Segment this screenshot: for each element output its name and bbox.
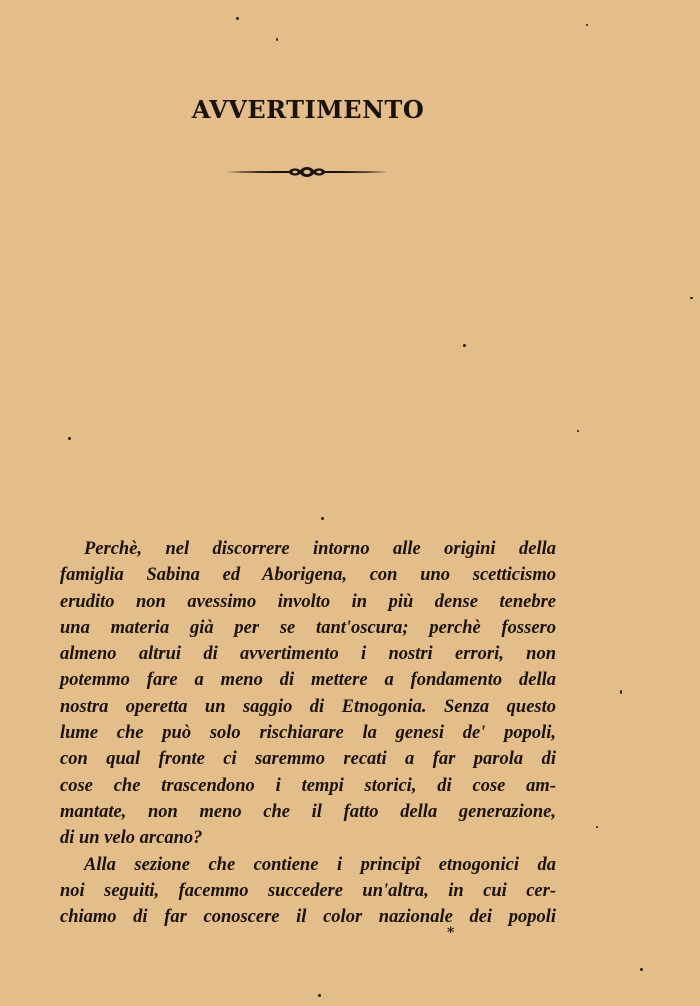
text-line: lume che può solo rischiarare la genesi de' popoli, [60,723,556,744]
paper-speck [276,38,278,41]
text-line: noi seguiti, facemmo succedere un'altra, in cui cer- [60,880,556,901]
text-line: con qual fronte ci saremmo recati a far parola di [60,749,556,770]
paper-speck [596,826,598,828]
text-line: cose che trascendono i tempi storici, di cose am- [60,775,556,796]
paper-speck [640,968,643,971]
paper-speck [68,437,71,440]
text-line: mantate, non meno che il fatto della generazione, [60,801,556,822]
paper-speck [463,344,466,347]
text-line: una materia già per se tant'oscura; perchè fossero [60,617,556,638]
text-line: di un velo arcano? [60,828,203,849]
paper-speck [321,517,324,520]
text-line: chiamo di far conoscere il color nazionale dei popoli [60,907,556,928]
paper-speck [236,17,239,20]
main-paragraph [60,536,556,930]
text-line: Perchè, nel discorrere intorno alle origini della [84,539,556,559]
page-title: AVVERTIMENTO [191,95,425,124]
ornamental-divider-icon [226,163,388,181]
text-line: erudito non avessimo involto in più dense tenebre [60,591,556,612]
text-line: potemmo fare a meno di mettere a fondamento della [60,670,556,691]
paper-speck [586,24,588,26]
paper-speck [690,297,693,299]
paper-speck [577,430,579,432]
text-line: Alla sezione che contiene i principî etnogonici da [84,854,556,875]
paper-speck [620,690,622,694]
signature-mark: * [447,925,455,941]
paper-speck [318,994,321,997]
text-line: almeno altrui di avvertimento i nostri errori, non [60,644,556,665]
text-line: nostra operetta un saggio di Etnogonia. Senza questo [60,696,556,717]
text-line: famiglia Sabina ed Aborigena, con uno scetticismo [60,565,556,586]
